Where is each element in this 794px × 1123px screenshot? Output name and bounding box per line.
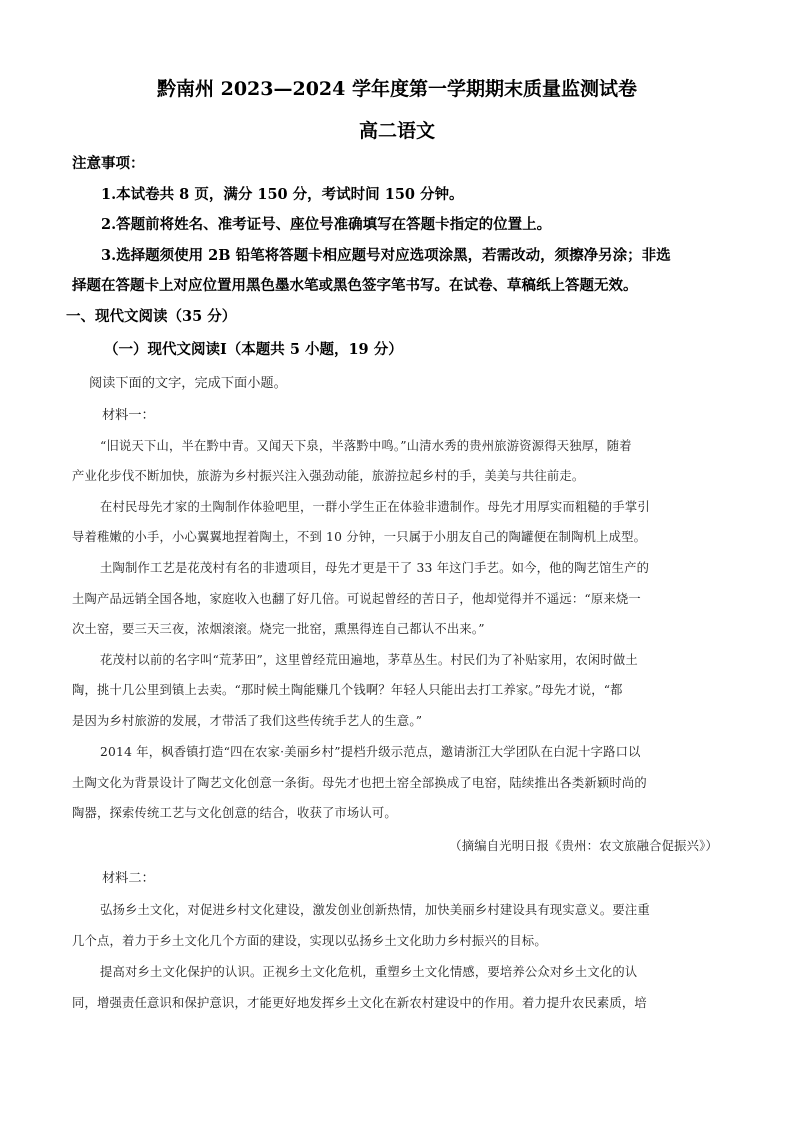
material-2-line: 几个点，着力于乡土文化几个方面的建设，实现以弘扬乡土文化助力乡村振兴的目标。 <box>72 934 547 948</box>
material-1-line: 在村民母先才家的土陶制作体验吧里，一群小学生正在体验非遗制作。母先才用厚实而粗糙的手掌引 <box>100 500 650 514</box>
material-2-line: 同，增强责任意识和保护意识，才能更好地发挥乡土文化在新农村建设中的作用。着力提升农民素质，培 <box>72 996 647 1010</box>
exam-title: 黔南州 2023—2024 学年度第一学期期末质量监测试卷 <box>157 78 637 100</box>
section-heading: 一、现代文阅读（35 分） <box>66 308 237 325</box>
material-1-line: 土陶制作工艺是花茂村有名的非遗项目，母先才更是干了 33 年这门手艺。如今，他的陶艺馆生产的 <box>100 561 650 575</box>
notice-item-3-line-2: 择题在答题卡上对应位置用黑色墨水笔或黑色签字笔书写。在试卷、草稿纸上答题无效。 <box>72 277 638 294</box>
reading-instruction: 阅读下面的文字，完成下面小题。 <box>89 376 287 391</box>
material-1-line: 次土窑，要三天三夜，浓烟滚滚。烧完一批窑，熏黑得连自己都认不出来。” <box>72 622 485 636</box>
material-2-line: 弘扬乡土文化，对促进乡村文化建设，激发创业创新热情，加快美丽乡村建设具有现实意义。要注重 <box>100 903 650 917</box>
section-sub-heading: （一）现代文阅读Ⅰ（本题共 5 小题，19 分） <box>104 341 403 358</box>
material-1-line: 是因为乡村旅游的发展，才带活了我们这些传统手艺人的生意。” <box>72 714 423 728</box>
material-1-line: 陶，挑十几公里到镇上去卖。“那时候土陶能赚几个钱啊？年轻人只能出去打工养家。”母先才说，“都 <box>72 683 623 697</box>
material-1-line: “旧说天下山，半在黔中青。又闻天下泉，半落黔中鸣。”山清水秀的贵州旅游资源得天独厚，随着 <box>100 439 632 453</box>
material-1-line: 花茂村以前的名字叫“荒茅田”，这里曾经荒田遍地，茅草丛生。村民们为了补贴家用，农闲时做土 <box>100 653 638 667</box>
material-1-line: 土陶文化为背景设计了陶艺文化创意一条街。母先才也把土窑全部换成了电窑，陆续推出各类新颖时尚的 <box>72 776 647 790</box>
material-2-label: 材料二： <box>102 871 155 886</box>
notice-item-2: 2.答题前将姓名、准考证号、座位号准确填写在答题卡指定的位置上。 <box>101 216 552 233</box>
material-1-line: 土陶产品远销全国各地，家庭收入也翻了好几倍。可说起曾经的苦日子，他却觉得并不遥远：“原来烧一 <box>72 592 641 606</box>
exam-subtitle: 高二语文 <box>358 120 435 142</box>
notice-heading: 注意事项： <box>72 155 145 172</box>
notice-item-3-line-1: 3.选择题须使用 2B 铅笔将答题卡相应题号对应选项涂黑，若需改动，须擦净另涂；非选 <box>101 247 671 264</box>
notice-item-1: 1.本试卷共 8 页，满分 150 分，考试时间 150 分钟。 <box>101 186 464 203</box>
material-2-line: 提高对乡土文化保护的认识。正视乡土文化危机，重塑乡土文化情感，要培养公众对乡土文化的认 <box>100 965 638 979</box>
material-1-source: （摘编自光明日报《贵州：农文旅融合促振兴》） <box>449 839 718 853</box>
material-1-line: 陶器，探索传统工艺与文化创意的结合，收获了市场认可。 <box>72 806 397 820</box>
material-1-line: 2014 年，枫香镇打造“四在农家·美丽乡村”提档升级示范点，邀请浙江大学团队在白泥十字路口以 <box>100 745 641 759</box>
material-1-label: 材料一： <box>102 408 155 423</box>
material-1-line: 导着稚嫩的小手，小心翼翼地捏着陶土，不到 10 分钟，一只属于小朋友自己的陶罐便在制陶机上成型。 <box>72 530 647 544</box>
material-1-line: 产业化步伐不断加快，旅游为乡村振兴注入强劲动能，旅游拉起乡村的手，美美与共往前走。 <box>72 469 585 483</box>
